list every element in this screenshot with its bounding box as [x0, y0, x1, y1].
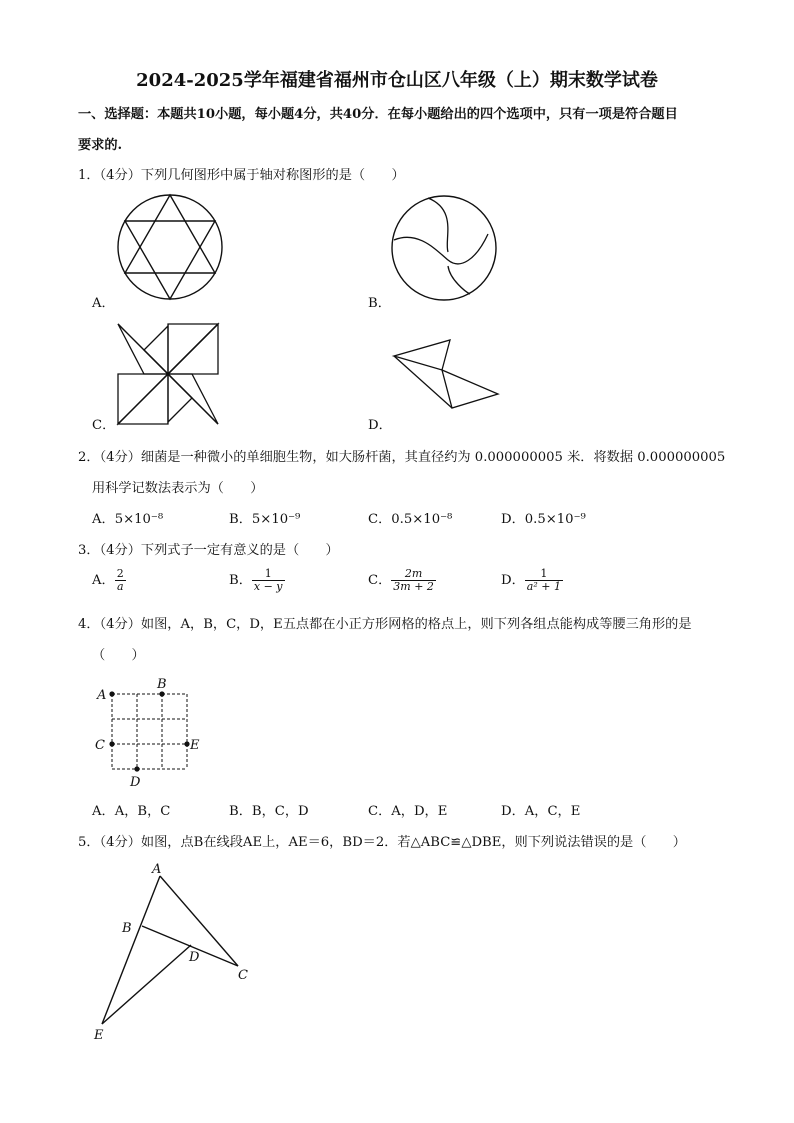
- q4-point-d: [134, 766, 139, 771]
- q3-option-d-numerator: 1: [540, 567, 548, 580]
- section-heading-line2: 要求的.: [78, 138, 123, 153]
- q3-option-b-numerator: 1: [264, 567, 272, 580]
- q2-stem-line1: 2．（4分）细菌是一种微小的单细胞生物，如大肠杆菌，其直径约为 0.000000005 米．将数据 0.000000005: [78, 450, 726, 465]
- section-heading-line1: 一、选择题：本题共10小题，每小题4分，共40分．在每小题给出的四个选项中，只有一项是符合题目: [78, 107, 678, 122]
- q3-option-b-letter: B．: [229, 573, 252, 588]
- q1-stem: 1．（4分）下列几何图形中属于轴对称图形的是（ ）: [78, 168, 405, 183]
- q3-option-c: [368, 568, 436, 593]
- q5-label-e: E: [94, 1028, 104, 1043]
- q4-label-d: D: [130, 775, 141, 790]
- q4-label-c: C: [95, 738, 105, 753]
- q3-option-c-numerator: 2m: [404, 567, 423, 580]
- q3-option-d-letter: D．: [501, 573, 525, 588]
- q4-option-a: A．A，B，C: [92, 804, 171, 819]
- q1-option-a-label: A．: [92, 296, 115, 311]
- q5-label-c: C: [238, 968, 248, 983]
- q4-option-b: B．B，C，D: [229, 804, 309, 819]
- q5-label-d: D: [189, 950, 200, 965]
- q4-label-a: A: [97, 688, 107, 703]
- q3-option-c-fraction: [391, 568, 436, 593]
- q5-label-a: A: [152, 862, 162, 877]
- q1-figure-a-circle-star: [114, 190, 226, 304]
- q4-stem-line2: （ ）: [92, 648, 145, 663]
- q3-option-a-fraction: [115, 568, 126, 593]
- q3-option-d-fraction: [525, 568, 563, 593]
- q5-label-b: B: [122, 921, 132, 936]
- q1-figure-c-pinwheel: [116, 322, 222, 428]
- q3-option-d: [501, 568, 563, 593]
- q3-option-d-denominator: a² + 1: [526, 580, 561, 593]
- q4-label-e: E: [190, 738, 200, 753]
- q3-option-b-fraction: [252, 568, 285, 593]
- q4-option-c: C．A，D，E: [368, 804, 448, 819]
- q2-option-c: C．0.5×10⁻⁸: [368, 512, 453, 527]
- q1-figure-d-bowtie-triangles: [390, 336, 502, 412]
- q1-option-b-label: B．: [368, 296, 391, 311]
- q2-option-a: A．5×10⁻⁸: [92, 512, 164, 527]
- q3-option-c-denominator: 3m + 2: [393, 580, 434, 593]
- q2-stem-line2: 用科学记数法表示为（ ）: [92, 481, 264, 496]
- q5-stem: 5．（4分）如图，点B在线段AE上，AE＝6，BD＝2．若△ABC≌△DBE，则下列说法错误的是（ ）: [78, 835, 686, 850]
- q3-option-b-denominator: x − y: [253, 580, 283, 593]
- q1-figure-b-circle-curves: [388, 190, 500, 308]
- q4-point-e: [184, 741, 189, 746]
- q3-option-b: [229, 568, 285, 593]
- q3-option-a-numerator: 2: [116, 567, 124, 580]
- q1-option-c-label: C．: [92, 418, 116, 433]
- q4-point-b: [159, 691, 164, 696]
- q2-option-d: D．0.5×10⁻⁹: [501, 512, 586, 527]
- q3-stem: 3．（4分）下列式子一定有意义的是（ ）: [78, 543, 339, 558]
- q2-option-b: B．5×10⁻⁹: [229, 512, 301, 527]
- q3-option-a-denominator: a: [115, 580, 126, 593]
- q4-grid-figure: [90, 676, 210, 792]
- q4-option-d: D．A，C，E: [501, 804, 581, 819]
- q5-triangle-figure: [88, 858, 263, 1043]
- q1-option-d-label: D．: [368, 418, 392, 433]
- q4-point-a: [109, 691, 114, 696]
- q3-option-c-letter: C．: [368, 573, 392, 588]
- q3-option-a-letter: A．: [92, 573, 115, 588]
- q4-label-b: B: [157, 677, 167, 692]
- paper-title: 2024-2025学年福建省福州市仓山区八年级（上）期末数学试卷: [136, 70, 658, 91]
- q3-option-a: [92, 568, 126, 593]
- q4-point-c: [109, 741, 114, 746]
- q4-stem-line1: 4．（4分）如图，A，B，C，D，E五点都在小正方形网格的格点上，则下列各组点能构成等腰三角形的是: [78, 617, 692, 632]
